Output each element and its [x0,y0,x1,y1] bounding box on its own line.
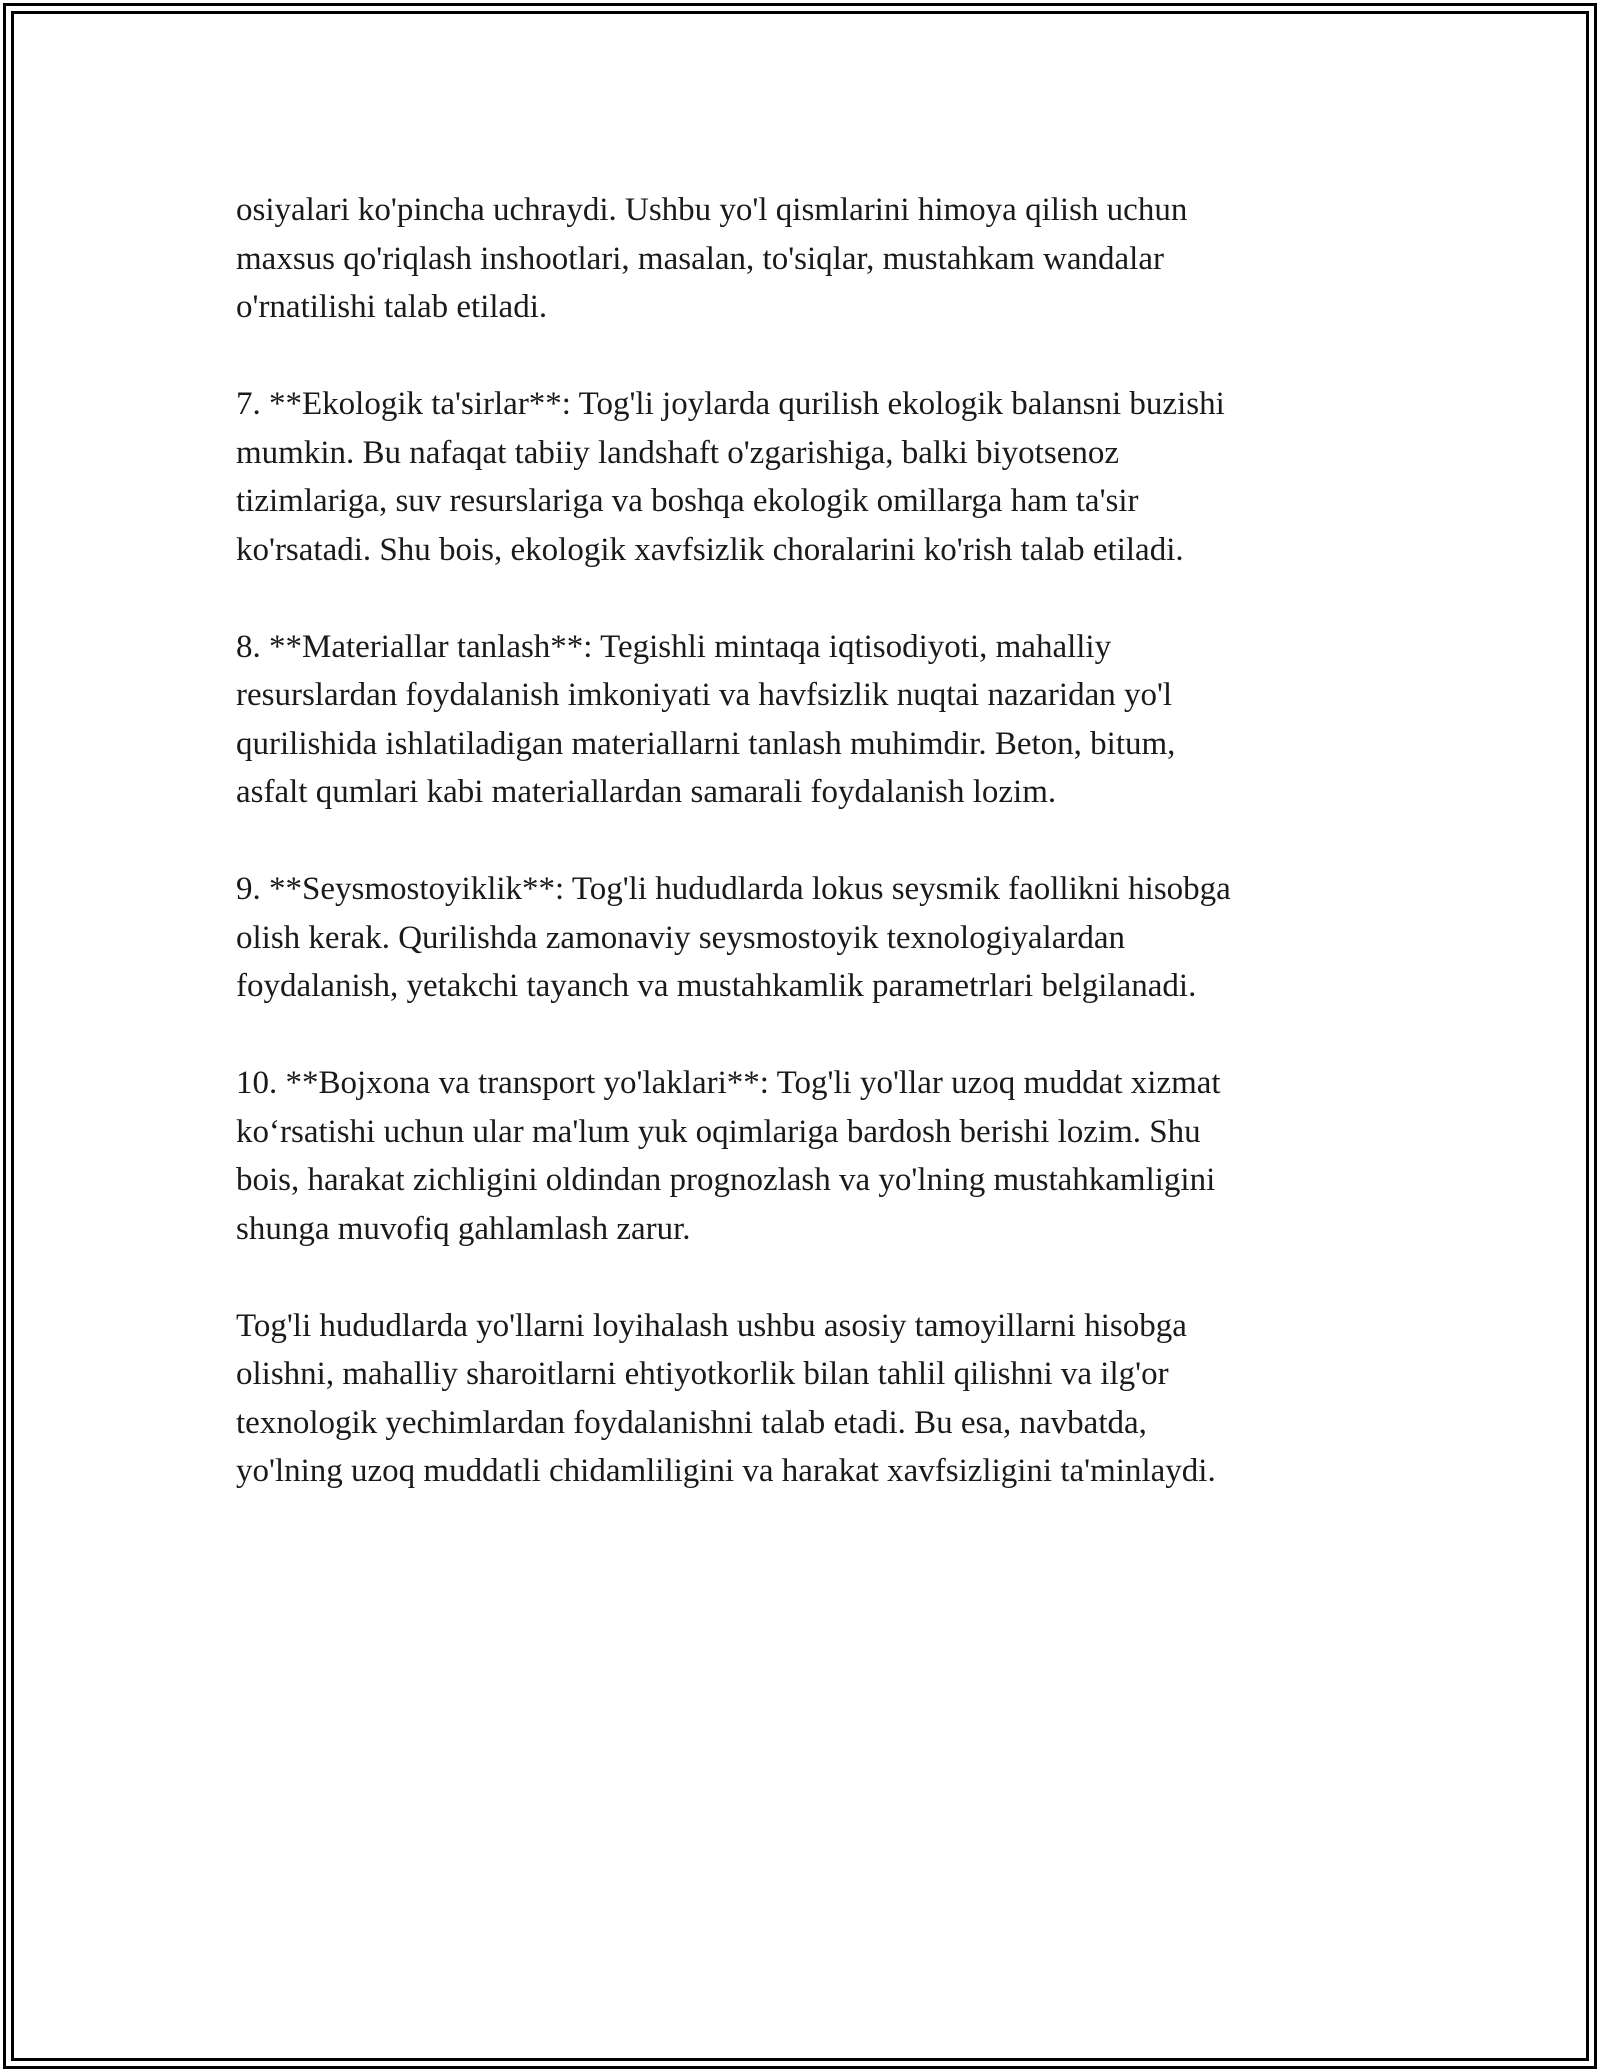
text-line: Tog'li hududlarda yo'llarni loyihalash ushbu asosiy tamoyillarni hisobga [236,1307,1187,1344]
text-line: maxsus qo'riqlash inshootlari, masalan, to'siqlar, mustahkam wandalar [236,240,1164,277]
text-line: ko'rsatadi. Shu bois, ekologik xavfsizlik choralarini ko'rish talab etiladi. [236,531,1184,568]
text-line: foydalanish, yetakchi tayanch va mustahkamlik parametrlari belgilanadi. [236,968,1197,1004]
text-line: olish kerak. Qurilishda zamonaviy seysmostoyik texnologiyalardan [236,919,1125,956]
text-line: tizimlariga, suv resurslariga va boshqa ekologik omillarga ham ta'sir [236,483,1139,519]
text-line: shunga muvofiq gahlamlash zarur. [236,1210,691,1247]
text-line: bois, harakat zichligini oldindan prognozlash va yo'lning mustahkamligini [236,1162,1216,1198]
text-line: 7. **Ekologik ta'sirlar**: Tog'li joylarda qurilish ekologik balansni buzishi [236,386,1225,422]
text-line: osiyalari ko'pincha uchraydi. Ushbu yo'l qismlarini himoya qilish uchun [236,192,1188,228]
text-line: texnologik yechimlardan foydalanishni talab etadi. Bu esa, navbatda, [236,1404,1147,1441]
text-line: 10. **Bojxona va transport yo'laklari**: Tog'li yo'llar uzoq muddat xizmat [236,1065,1221,1101]
text-line: 8. **Materiallar tanlash**: Tegishli mintaqa iqtisodiyoti, mahalliy [236,628,1112,665]
paragraph-item-10 [236,1059,1366,1253]
text-line: 9. **Seysmostoyiklik**: Tog'li hududlarda lokus seysmik faollikni hisobga [236,871,1231,907]
text-line: asfalt qumlari kabi materiallardan samarali foydalanish lozim. [236,774,1057,810]
paragraph-conclusion [236,1302,1366,1496]
paragraph-continuation [236,186,1366,332]
text-line: qurilishida ishlatiladigan materiallarni tanlash muhimdir. Beton, bitum, [236,725,1176,762]
text-line: olishni, mahalliy sharoitlarni ehtiyotkorlik bilan tahlil qilishni va ilg'or [236,1356,1169,1392]
text-line: mumkin. Bu nafaqat tabiiy landshaft o'zgarishiga, balki biyotsenoz [236,434,1119,471]
paragraph-item-9 [236,865,1366,1011]
text-line: resurslardan foydalanish imkoniyati va havfsizlik nuqtai nazaridan yo'l [236,677,1173,713]
document-body [236,186,1366,1496]
paragraph-item-8 [236,623,1366,817]
text-line: ko‘rsatishi uchun ular ma'lum yuk oqimlariga bardosh berishi lozim. Shu [236,1113,1201,1150]
text-line: o'rnatilishi talab etiladi. [236,289,548,325]
paragraph-item-7 [236,380,1366,574]
text-line: yo'lning uzoq muddatli chidamliligini va harakat xavfsizligini ta'minlaydi. [236,1453,1216,1489]
